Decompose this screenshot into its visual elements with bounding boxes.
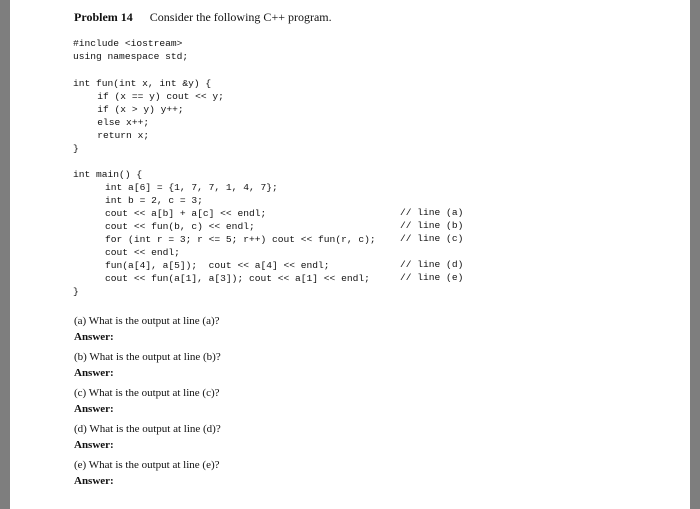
line-comment-b: // line (b) (400, 220, 464, 231)
code-line: int b = 2, c = 3; (82, 195, 203, 206)
answer-label-c: Answer: (74, 403, 114, 415)
problem-number: Problem 14 (74, 10, 133, 24)
line-comment-a: // line (a) (400, 207, 464, 218)
question-e: (e) What is the output at line (e)? (74, 459, 220, 471)
problem-header (74, 10, 332, 25)
line-comment-d: // line (d) (400, 259, 464, 270)
code-line: if (x == y) cout << y; (80, 91, 224, 102)
code-line: cout << a[b] + a[c] << endl; (82, 208, 267, 219)
question-b: (b) What is the output at line (b)? (74, 351, 221, 363)
code-line: if (x > y) y++; (80, 104, 184, 115)
question-c: (c) What is the output at line (c)? (74, 387, 220, 399)
answer-label-b: Answer: (74, 367, 114, 379)
code-line: cout << fun(b, c) << endl; (82, 221, 255, 232)
code-line: int fun(int x, int &y) { (73, 78, 212, 89)
code-line: int a[6] = {1, 7, 7, 1, 4, 7}; (82, 182, 278, 193)
code-line: } (73, 286, 79, 297)
code-line: fun(a[4], a[5]); cout << a[4] << endl; (82, 260, 330, 271)
code-line: else x++; (80, 117, 150, 128)
answer-label-e: Answer: (74, 475, 114, 487)
answer-label-a: Answer: (74, 331, 114, 343)
answer-label-d: Answer: (74, 439, 114, 451)
code-line: cout << fun(a[1], a[3]); cout << a[1] << endl; (82, 273, 370, 284)
question-a: (a) What is the output at line (a)? (74, 315, 220, 327)
code-line: using namespace std; (73, 51, 189, 62)
code-line: int main() { (73, 169, 143, 180)
line-comment-e: // line (e) (400, 272, 464, 283)
question-d: (d) What is the output at line (d)? (74, 423, 221, 435)
code-line: for (int r = 3; r <= 5; r++) cout << fun(r, c); (82, 234, 376, 245)
code-line: return x; (80, 130, 150, 141)
code-line: #include <iostream> (73, 38, 183, 49)
problem-intro: Consider the following C++ program. (149, 10, 332, 24)
document-page (10, 0, 690, 509)
line-comment-c: // line (c) (400, 233, 464, 244)
code-line: } (73, 143, 79, 154)
code-line: cout << endl; (82, 247, 180, 258)
